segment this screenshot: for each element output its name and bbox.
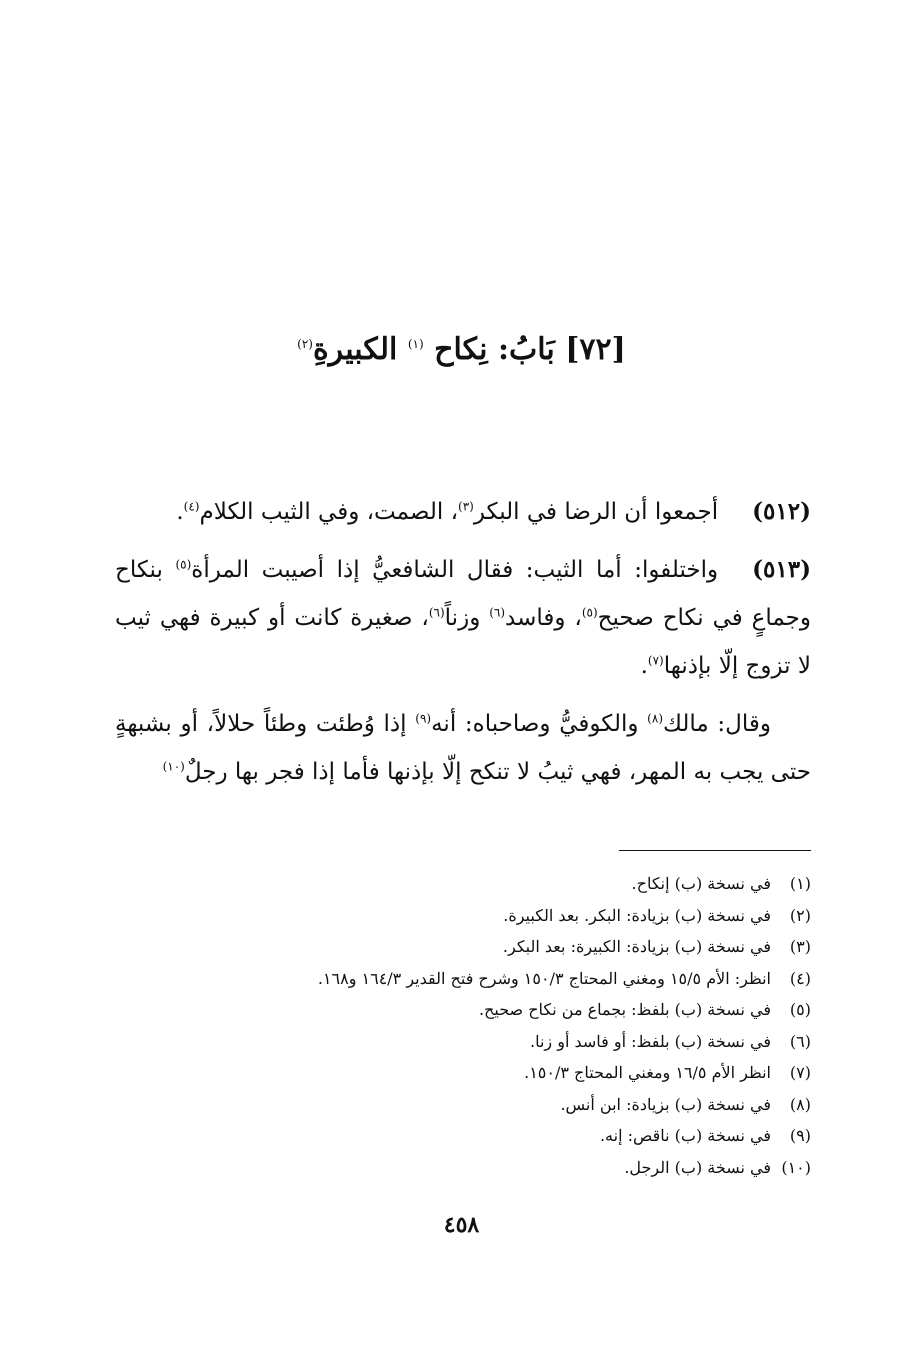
footnote-item	[115, 1120, 811, 1152]
footnote-ref[interactable]: (٣)	[458, 499, 474, 514]
footnote-item	[115, 994, 811, 1026]
footnote-text: انظر: الأم ١٥/٥ ومغني المحتاج ١٥٠/٣ وشرح فتح القدير ١٦٤/٣ و١٦٨.	[317, 968, 771, 988]
page-number: ٤٥٨	[443, 1212, 480, 1238]
footnote-item	[115, 1089, 811, 1121]
footnote-text: في نسخة (ب) بلفظ: بجماع من نكاح صحيح.	[478, 1000, 771, 1019]
paragraph-text: وقال: مالك	[663, 711, 771, 737]
footnote-item	[115, 1026, 811, 1058]
footnote-item	[115, 1152, 811, 1184]
footnote-text: في نسخة (ب) بزيادة: البكر. بعد الكبيرة.	[503, 905, 771, 925]
footnote-separator	[619, 850, 811, 851]
footnote-number: (٥)	[789, 1000, 811, 1019]
footnote-ref[interactable]: (٩)	[415, 711, 432, 726]
footnote-ref[interactable]: (٤)	[183, 499, 200, 514]
footnote-text: في نسخة (ب) ناقص: إنه.	[599, 1126, 771, 1145]
paragraph-text: والكوفيُّ وصاحباه: أنه	[431, 711, 648, 737]
footnote-text: في نسخة (ب) إنكاح.	[631, 874, 771, 893]
footnote-ref[interactable]: (٥)	[581, 605, 598, 620]
footnote-text: في نسخة (ب) بزيادة: ابن أنس.	[560, 1094, 771, 1114]
paragraph-number: (٥١٣)	[752, 556, 811, 583]
paragraph-text: .	[176, 499, 184, 525]
paragraph-text: أجمعوا أن الرضا في البكر	[473, 499, 719, 525]
footnote-number: (٦)	[789, 1031, 811, 1051]
footnote-item	[115, 868, 811, 900]
footnote-ref[interactable]: (١)	[407, 337, 424, 351]
footnote-ref[interactable]: (٧)	[647, 653, 664, 668]
footnote-ref[interactable]: (٦)	[428, 605, 445, 620]
paragraph-text: .	[640, 653, 648, 679]
footnote-text: في نسخة (ب) الرجل.	[624, 1157, 771, 1177]
footnote-text: انظر الأم ١٦/٥ ومغني المحتاج ١٥٠/٣.	[524, 1063, 771, 1082]
paragraph-text: واختلفوا: أما الثيب: فقال الشافعيُّ إذا أصيبت المرأة	[191, 557, 719, 583]
footnote-item	[115, 900, 811, 932]
paragraph-512	[115, 488, 811, 536]
footnote-ref[interactable]: (١٠)	[162, 759, 185, 774]
main-text	[115, 488, 811, 806]
chapter-title	[0, 330, 923, 370]
footnote-item	[115, 931, 811, 963]
footnote-number: (٨)	[789, 1094, 811, 1114]
paragraph-text: ، صغيرة كانت أو كبيرة فهي ثيب لا تزوج إلّا بإذنها	[115, 605, 811, 679]
footnote-ref[interactable]: (٨)	[647, 711, 663, 726]
footnote-number: (١)	[789, 874, 811, 893]
footnote-item	[115, 1057, 811, 1089]
footnote-text: في نسخة (ب) بلفظ: أو فاسد أو زنا.	[530, 1031, 771, 1051]
footnotes-list	[115, 868, 811, 1183]
paragraph-513-continued	[115, 700, 811, 796]
footnote-ref[interactable]: (٢)	[297, 337, 313, 351]
footnote-item	[115, 963, 811, 995]
footnote-number: (٧)	[789, 1063, 811, 1082]
paragraph-text: ، وفاسد	[505, 605, 582, 631]
footnote-number: (٩)	[789, 1126, 811, 1145]
footnote-number: (١٠)	[781, 1157, 811, 1177]
paragraph-text: إذا وُطئت وطئاً حلالاً، أو بشبهةٍ حتى يجب به المهر، فهي ثيبُ لا تنكح إلّا بإذنها فأما إذا فجر بها رجلٌ	[115, 711, 811, 785]
paragraph-text: بنكاح وجماعٍ في نكاح صحيح	[115, 557, 811, 631]
chapter-title-text: [٧٢] بَابُ: نِكاح	[434, 332, 626, 367]
paragraph-text: وزناً	[444, 605, 490, 631]
paragraph-513	[115, 546, 811, 690]
footnote-ref[interactable]: (٥)	[175, 557, 192, 572]
footnote-text: في نسخة (ب) بزيادة: الكبيرة: بعد البكر.	[502, 937, 771, 956]
footnote-number: (٣)	[789, 937, 811, 956]
footnote-number: (٤)	[789, 968, 811, 988]
footnote-ref[interactable]: (٦)	[489, 605, 506, 620]
paragraph-number: (٥١٢)	[752, 498, 811, 525]
footnote-number: (٢)	[789, 905, 811, 925]
paragraph-text: ، الصمت، وفي الثيب الكلام	[199, 499, 458, 525]
chapter-title-subject: الكبيرةِ	[312, 332, 398, 367]
